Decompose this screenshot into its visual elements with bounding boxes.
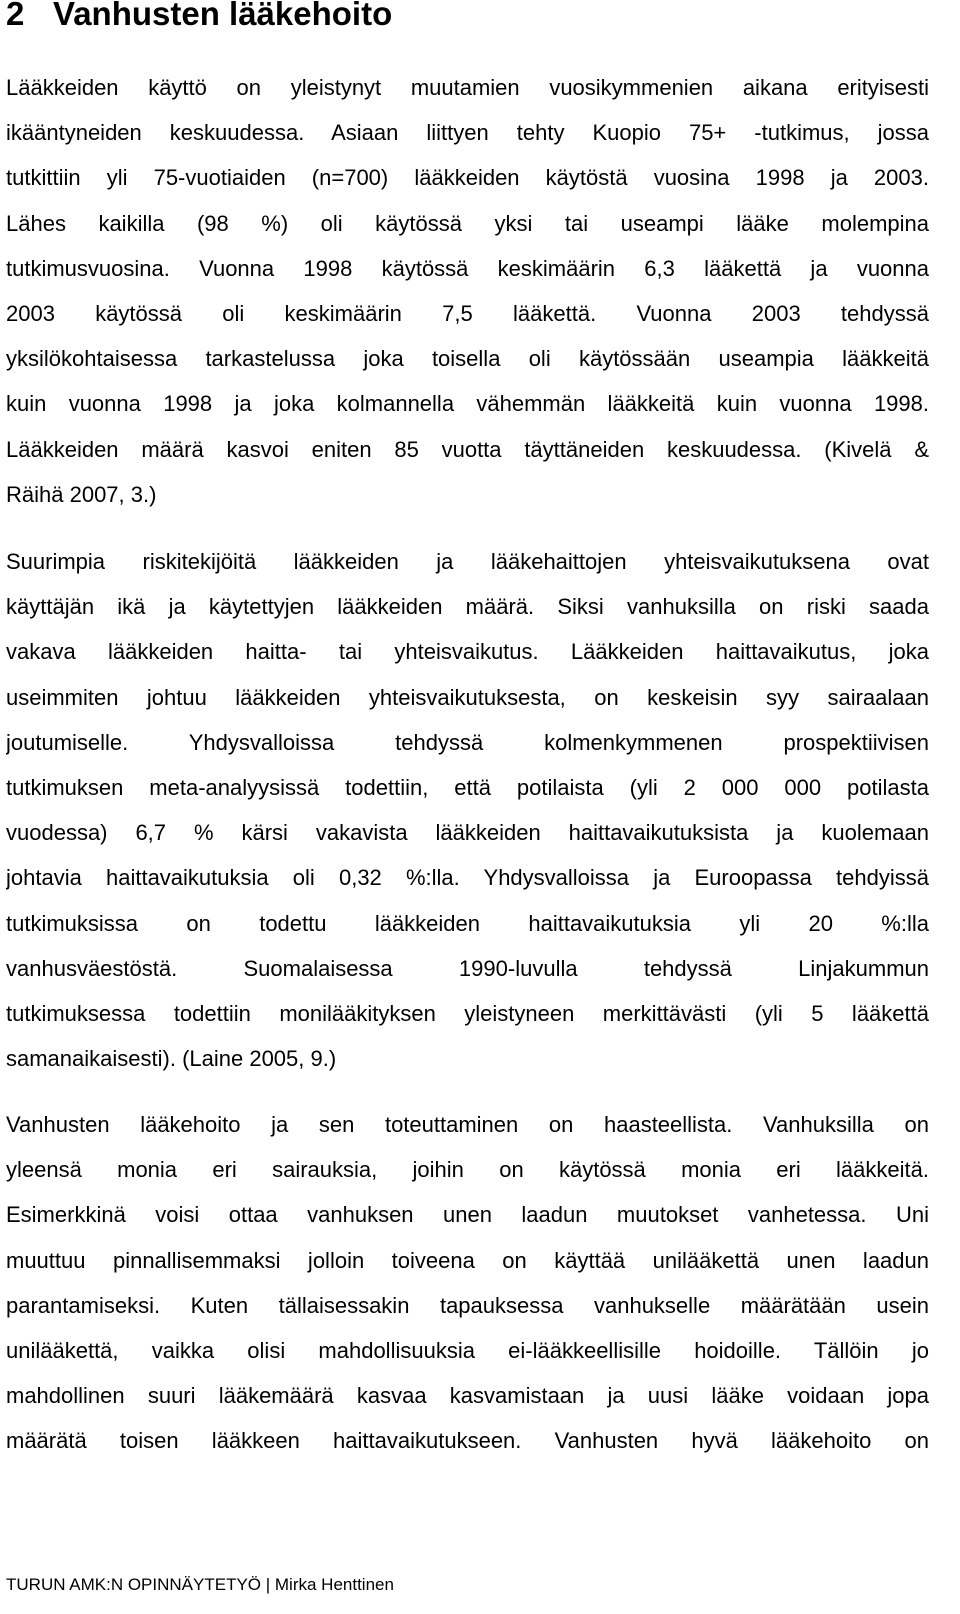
text-line: yksilökohtaisessa tarkastelussa joka toisella oli käytössään useampia lääkkeitä — [6, 346, 929, 372]
text-line: tutkittiin yli 75-vuotiaiden (n=700) lääkkeiden käytöstä vuosina 1998 ja 2003. — [6, 165, 929, 191]
section-title: Vanhusten lääkehoito — [53, 0, 393, 32]
text-line: Lääkkeiden käyttö on yleistynyt muutamien vuosikymmenien aikana erityisesti — [6, 75, 929, 100]
section-number: 2 — [6, 0, 25, 32]
text-line: 2003 käytössä oli keskimäärin 7,5 lääkettä. Vuonna 2003 tehdyssä — [6, 300, 929, 326]
text-line: parantamiseksi. Kuten tällaisessakin tapauksessa vanhukselle määrätään usein — [6, 1292, 929, 1318]
paragraph-1 — [6, 65, 929, 517]
text-line: Lähes kaikilla (98 %) oli käytössä yksi tai useampi lääke molempina — [6, 210, 929, 236]
text-line: määrätä toisen lääkkeen haittavaikutukseen. Vanhusten hyvä lääkehoito on — [6, 1428, 929, 1454]
text-line: johtavia haittavaikutuksia oli 0,32 %:lla. Yhdysvalloissa ja Euroopassa tehdyissä — [6, 865, 929, 891]
text-line: tutkimuksen meta-analyysissä todettiin, että potilaista (yli 2 000 000 potilasta — [6, 774, 929, 800]
text-line: vakava lääkkeiden haitta- tai yhteisvaikutus. Lääkkeiden haittavaikutus, joka — [6, 639, 929, 665]
page-footer: TURUN AMK:N OPINNÄYTETYÖ | Mirka Henttinen — [6, 1575, 394, 1594]
text-line: Esimerkkinä voisi ottaa vanhuksen unen laadun muutokset vanhetessa. Uni — [6, 1202, 929, 1228]
paragraph-2 — [6, 539, 929, 1081]
text-line: joutumiselle. Yhdysvalloissa tehdyssä kolmenkymmenen prospektiivisen — [6, 729, 929, 755]
text-line: tutkimuksessa todettiin monilääkityksen yleistyneen merkittävästi (yli 5 lääkettä — [6, 1000, 929, 1026]
text-line: tutkimuksissa on todettu lääkkeiden haittavaikutuksia yli 20 %:lla — [6, 910, 929, 936]
text-line: useimmiten johtuu lääkkeiden yhteisvaikutuksesta, on keskeisin syy sairaalaan — [6, 684, 929, 710]
text-line: Vanhusten lääkehoito ja sen toteuttaminen on haasteellista. Vanhuksilla on — [6, 1112, 929, 1137]
text-line: Lääkkeiden määrä kasvoi eniten 85 vuotta täyttäneiden keskuudessa. (Kivelä & — [6, 436, 929, 462]
text-line: vuodessa) 6,7 % kärsi vakavista lääkkeiden haittavaikutuksista ja kuolemaan — [6, 820, 929, 846]
text-line: mahdollinen suuri lääkemäärä kasvaa kasvamistaan ja uusi lääke voidaan jopa — [6, 1383, 929, 1409]
text-line: yleensä monia eri sairauksia, joihin on käytössä monia eri lääkkeitä. — [6, 1157, 929, 1183]
text-line: kuin vuonna 1998 ja joka kolmannella vähemmän lääkkeitä kuin vuonna 1998. — [6, 391, 929, 417]
text-line: Räihä 2007, 3.) — [6, 481, 157, 507]
text-line: ikääntyneiden keskuudessa. Asiaan liittyen tehty Kuopio 75+ -tutkimus, jossa — [6, 120, 929, 146]
section-heading — [6, 0, 392, 34]
text-line: samanaikaisesti). (Laine 2005, 9.) — [6, 1046, 337, 1072]
text-line: käyttäjän ikä ja käytettyjen lääkkeiden määrä. Siksi vanhuksilla on riski saada — [6, 594, 929, 620]
text-line: tutkimusvuosina. Vuonna 1998 käytössä keskimäärin 6,3 lääkettä ja vuonna — [6, 255, 929, 281]
text-line: Suurimpia riskitekijöitä lääkkeiden ja lääkehaittojen yhteisvaikutuksena ovat — [6, 549, 929, 574]
text-line: muuttuu pinnallisemmaksi jolloin toiveena on käyttää unilääkettä unen laadun — [6, 1247, 929, 1273]
text-line: vanhusväestöstä. Suomalaisessa 1990-luvulla tehdyssä Linjakummun — [6, 955, 929, 981]
paragraph-3 — [6, 1102, 929, 1464]
text-line: unilääkettä, vaikka olisi mahdollisuuksia ei-lääkkeellisille hoidoille. Tällöin jo — [6, 1337, 929, 1363]
